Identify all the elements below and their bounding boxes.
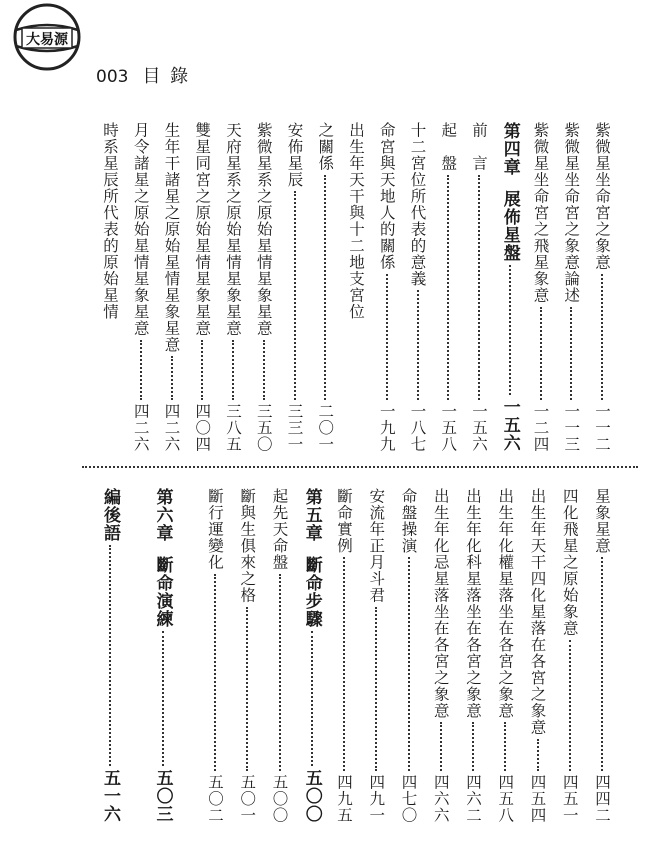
dot-leader — [447, 175, 449, 400]
page-number-ref: 二〇一 — [316, 402, 335, 452]
page-number-ref: 三三一 — [285, 402, 304, 452]
dot-leader — [478, 175, 480, 400]
entry-title: 安流年正月斗君 — [367, 488, 386, 604]
entry-title: 月令諸星之原始星情星象星意 — [131, 122, 150, 337]
chapter-title: 展佈星盤 — [499, 190, 520, 262]
entry-title: 出生年化科星落坐在各宮之象意 — [464, 488, 482, 719]
page-number-ref: 四五一 — [560, 773, 579, 823]
dot-leader — [311, 631, 313, 766]
page-number-ref: 五一六 — [100, 769, 120, 823]
toc-entry[interactable] — [346, 122, 366, 452]
page-number-ref: 五〇三 — [152, 769, 173, 823]
dot-leader — [201, 340, 203, 400]
toc-entry[interactable] — [431, 488, 451, 823]
toc-entry[interactable] — [463, 488, 483, 823]
dot-leader — [417, 290, 419, 400]
page-number-ref: 三八五 — [224, 402, 242, 452]
toc-entry[interactable] — [334, 488, 354, 823]
entry-title: 起 盤 — [439, 122, 458, 172]
chapter-title: 斷命演練 — [152, 556, 173, 628]
toc-entry[interactable] — [205, 488, 225, 823]
chapter-title: 斷命步驟 — [301, 556, 322, 628]
entry-title: 斷命實例 — [335, 488, 353, 554]
page-number-ref: 五〇〇 — [301, 769, 322, 823]
dot-leader — [214, 574, 216, 771]
page-number-ref: 四〇四 — [193, 402, 212, 452]
page-number-ref: 一五八 — [439, 402, 458, 452]
toc-bottom-section — [100, 488, 612, 823]
page-number-ref: 一一二 — [593, 402, 611, 452]
toc-entry[interactable] — [528, 488, 548, 823]
toc-entry[interactable] — [100, 122, 120, 452]
entry-title: 天府星系之原始星情星象星意 — [224, 122, 242, 337]
page-number-ref: 四四二 — [593, 773, 611, 823]
page-number-ref: 四六二 — [464, 773, 482, 823]
toc-entry[interactable] — [438, 122, 458, 452]
dot-leader — [601, 274, 603, 400]
dot-leader — [294, 191, 296, 400]
entry-title: 出生年天干與十二地支宮位 — [347, 122, 365, 320]
entry-title: 斷行運變化 — [206, 488, 224, 571]
entry-title: 命盤操演 — [399, 488, 418, 554]
toc-entry[interactable] — [469, 122, 489, 452]
dot-leader — [375, 607, 377, 771]
toc-top-section — [100, 122, 612, 452]
entry-title: 出生年天干四化星落在各宮之象意 — [528, 488, 547, 736]
entry-title: 紫微星坐命宮之象意論述 — [562, 122, 581, 304]
dot-leader — [162, 631, 164, 766]
entry-title: 星象星意 — [593, 488, 611, 554]
dot-leader — [109, 545, 111, 766]
entry-title: 紫微星坐命宮之象意 — [593, 122, 611, 271]
page-number-ref: 四二六 — [162, 402, 181, 452]
toc-entry[interactable] — [315, 122, 335, 452]
toc-entry[interactable] — [254, 122, 274, 452]
page-number-ref: 四五四 — [528, 773, 547, 823]
page-number-ref: 一五六 — [499, 398, 520, 452]
dot-leader — [140, 340, 142, 400]
chapter-title: 編後語 — [100, 488, 120, 542]
entry-title: 前 言 — [470, 122, 488, 172]
page-number-ref: 一八七 — [408, 402, 427, 452]
page-number-ref: 一一三 — [562, 402, 581, 452]
toc-entry[interactable] — [399, 488, 419, 823]
dot-leader — [246, 607, 248, 771]
entry-title: 生年干諸星之原始星情星象星意 — [162, 122, 181, 353]
toc-entry[interactable] — [592, 122, 612, 452]
dot-leader — [263, 340, 265, 400]
entry-title: 出生年化忌星落坐在各宮之象意 — [431, 488, 450, 719]
dot-leader — [324, 175, 326, 400]
dot-leader — [408, 557, 410, 771]
entry-title: 命宮與天地人的關係 — [377, 122, 396, 271]
page-number-ref: 四二六 — [131, 402, 150, 452]
entry-title: 雙星同宮之原始星情星象星意 — [193, 122, 212, 337]
page-title: 目 錄 — [142, 66, 191, 87]
column-spacer — [132, 488, 140, 823]
toc-chapter-entry[interactable] — [153, 488, 173, 823]
entry-title: 紫微星坐命宮之飛星象意 — [531, 122, 550, 304]
entry-title: 時系星辰所代表的原始星情 — [101, 122, 119, 320]
page-number-ref: 四六六 — [431, 773, 450, 823]
entry-title: 紫微星系之原始星情星象星意 — [254, 122, 273, 337]
page-number-ref: 一五六 — [470, 402, 488, 452]
chapter-number: 第五章 — [301, 488, 322, 542]
page-number-ref: 四七〇 — [399, 773, 418, 823]
logo-text: 大易源 — [26, 32, 68, 48]
dot-leader — [504, 722, 506, 771]
toc-entry[interactable] — [192, 122, 212, 452]
page-number-ref: 五〇一 — [238, 773, 257, 823]
toc-entry[interactable] — [592, 488, 612, 823]
toc-entry[interactable] — [495, 488, 515, 823]
toc-entry[interactable] — [237, 488, 257, 823]
dot-leader — [540, 307, 542, 400]
chapter-number: 第六章 — [152, 488, 173, 542]
section-divider — [82, 466, 638, 468]
entry-title: 斷與生俱來之格 — [238, 488, 257, 604]
entry-title: 四化飛星之原始象意 — [560, 488, 579, 637]
toc-entry[interactable] — [270, 488, 290, 823]
publisher-logo — [8, 2, 86, 72]
entry-title: 起先天命盤 — [270, 488, 289, 571]
page-number-ref: 四九一 — [367, 773, 386, 823]
toc-entry[interactable] — [377, 122, 397, 452]
toc-chapter-entry[interactable] — [302, 488, 322, 823]
page-number-ref: 五〇二 — [206, 773, 224, 823]
dot-leader — [232, 340, 234, 400]
page-number-ref: 三五〇 — [254, 402, 273, 452]
dot-leader — [509, 265, 511, 395]
dot-leader — [171, 356, 173, 400]
page-number-ref: 五〇〇 — [270, 773, 289, 823]
dot-leader — [386, 274, 388, 400]
toc-entry[interactable] — [285, 122, 305, 452]
dot-leader — [343, 557, 345, 771]
entry-title: 十二宮位所代表的意義 — [408, 122, 427, 287]
dot-leader — [279, 574, 281, 771]
page-number-ref: 四五八 — [496, 773, 515, 823]
dot-leader — [472, 722, 474, 771]
toc-entry[interactable] — [223, 122, 243, 452]
column-spacer — [185, 488, 193, 823]
toc-chapter-entry[interactable] — [500, 122, 520, 452]
page-number: 003 — [96, 67, 129, 87]
chapter-number: 第四章 — [499, 122, 520, 176]
toc-entry[interactable] — [531, 122, 551, 452]
page-number-ref: 一二四 — [531, 402, 550, 452]
page-number-ref: 一九九 — [377, 402, 396, 452]
dot-leader — [601, 557, 603, 771]
page-number-ref: 四九五 — [335, 773, 353, 823]
page-header — [96, 62, 190, 88]
toc-entry[interactable] — [560, 488, 580, 823]
toc-entry[interactable] — [366, 488, 386, 823]
entry-title: 之關係 — [316, 122, 335, 172]
entry-title: 出生年化權星落坐在各宮之象意 — [496, 488, 515, 719]
dot-leader — [569, 640, 571, 771]
dot-leader — [570, 307, 572, 400]
dot-leader — [537, 739, 539, 771]
toc-entry[interactable] — [162, 122, 182, 452]
toc-entry[interactable] — [408, 122, 428, 452]
toc-chapter-entry[interactable] — [100, 488, 120, 823]
toc-entry[interactable] — [561, 122, 581, 452]
dot-leader — [440, 722, 442, 771]
toc-entry[interactable] — [131, 122, 151, 452]
entry-title: 安佈星辰 — [285, 122, 304, 188]
